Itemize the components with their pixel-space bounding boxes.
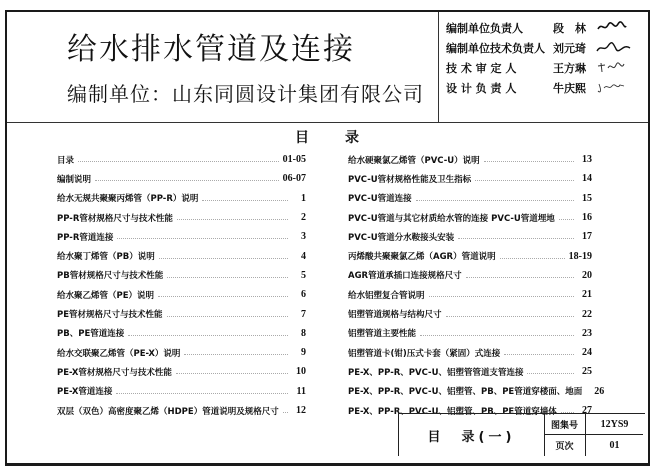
header	[7, 12, 648, 123]
toc-entry-page: 10	[296, 366, 306, 378]
toc-entry[interactable]	[348, 324, 592, 343]
toc-entry-page: 9	[301, 347, 306, 359]
toc-entry[interactable]	[348, 362, 592, 381]
toc-entry[interactable]	[348, 189, 592, 208]
toc-entry-title: PE-X管道连接	[57, 387, 113, 398]
handwritten-signature-icon	[596, 60, 626, 77]
toc-entry-page: 12	[296, 405, 306, 416]
toc-entry-page: 4	[301, 250, 306, 262]
toc-entry-title: PP-R管道连接	[57, 232, 114, 243]
toc-entry-page: 17	[582, 231, 592, 243]
toc-entry-title: 双层（双色）高密度聚乙烯（HDPE）管道说明及规格尺寸	[57, 406, 279, 417]
leader-dots	[158, 296, 288, 297]
toc-entry-page: 06-07	[282, 173, 306, 185]
toc-entry-title: PVC-U管道与其它材质给水管的连接 PVC-U管道埋地	[348, 213, 555, 224]
toc-entry[interactable]	[348, 266, 592, 285]
toc-entry[interactable]	[57, 150, 306, 169]
leader-dots	[128, 335, 288, 336]
leader-dots	[420, 335, 574, 336]
toc-entry-title: PE-X、PP-R、PVC-U、铝塑管管道支管连接	[348, 367, 524, 378]
signature-role: 技 术 审 定 人	[446, 62, 517, 75]
toc-entry[interactable]	[348, 208, 592, 227]
toc-entry-title: PVC-U管道分水鞍接头安装	[348, 232, 455, 243]
leader-dots	[475, 180, 574, 181]
toc-entry[interactable]	[57, 246, 306, 265]
toc-entry-title: 目录	[57, 155, 75, 166]
atlas-number-label: 图集号	[544, 414, 586, 435]
signature-name: 刘元琦	[553, 42, 586, 55]
leader-dots	[167, 277, 288, 278]
toc-entry-title: 给水聚乙烯管（PE）说明	[57, 290, 155, 301]
toc-entry[interactable]	[57, 266, 306, 285]
toc-entry[interactable]	[348, 343, 592, 362]
toc-entry[interactable]	[57, 285, 306, 304]
toc-entry-page: 25	[582, 366, 592, 378]
page-title: 给水排水管道及连接	[67, 32, 355, 67]
header-title-area	[7, 12, 439, 122]
toc-entry[interactable]	[57, 362, 306, 381]
toc-entry-page: 26	[594, 385, 605, 397]
leader-dots	[78, 161, 279, 162]
toc-entry-page: 3	[301, 231, 306, 243]
leader-dots	[484, 161, 574, 162]
compiling-organization: 编制单位：山东同圆设计集团有限公司	[67, 82, 424, 106]
leader-dots	[466, 277, 574, 278]
leader-dots	[429, 296, 574, 297]
handwritten-signature-icon	[596, 20, 628, 37]
toc-entry[interactable]	[348, 150, 592, 169]
toc-entry[interactable]	[57, 208, 306, 227]
toc-entry-page: 27	[582, 405, 592, 416]
toc-entry-title: PE-X管材规格尺寸与技术性能	[57, 367, 172, 378]
toc-entry-title: 编制说明	[57, 174, 92, 185]
toc-entry[interactable]	[348, 227, 592, 246]
leader-dots	[500, 258, 565, 259]
toc-entry-page: 1	[301, 192, 306, 204]
toc-entry-page: 23	[582, 327, 592, 339]
signature-name: 王方琳	[553, 62, 586, 75]
toc-entry-title: 铝塑管道规格与结构尺寸	[348, 310, 442, 321]
leader-dots	[202, 200, 288, 201]
toc-entry[interactable]	[348, 246, 592, 265]
toc-entry-page: 01-05	[282, 154, 306, 166]
signature-name: 牛庆熙	[553, 82, 586, 95]
leader-dots	[504, 354, 574, 355]
toc-entry-page: 16	[582, 212, 592, 224]
atlas-number-value: 12YS9	[586, 414, 643, 435]
toc-entry-title: 给水聚丁烯管（PB）说明	[57, 252, 155, 263]
toc-entry[interactable]	[57, 343, 306, 362]
toc-entry-title: 给水交联聚乙烯管（PE-X）说明	[57, 348, 181, 359]
toc-right-column	[348, 150, 605, 420]
leader-dots	[559, 219, 574, 220]
toc-entry-title: AGR管道承插口连接规格尺寸	[348, 271, 462, 282]
toc-entry-title: PE-X、PP-R、PVC-U、铝塑管、PB、PE管道穿楼面、地面	[348, 387, 583, 398]
leader-dots	[184, 354, 288, 355]
toc-entry[interactable]	[57, 227, 306, 246]
title-block	[398, 413, 645, 456]
toc-entry[interactable]	[57, 169, 306, 188]
leader-dots	[116, 393, 288, 394]
leader-dots	[416, 200, 574, 201]
toc-entry[interactable]	[57, 304, 306, 323]
toc-entry[interactable]	[348, 304, 592, 323]
toc-entry-page: 20	[582, 269, 592, 281]
toc-entry-title: 给水铝塑复合管说明	[348, 290, 425, 301]
toc-entry-page: 21	[582, 289, 592, 301]
toc-entry[interactable]	[348, 382, 605, 401]
leader-dots	[176, 373, 288, 374]
page-number-value: 01	[609, 440, 620, 451]
leader-dots	[95, 180, 279, 181]
toc-entry-title: PP-R管材规格尺寸与技术性能	[57, 213, 173, 224]
handwritten-signature-icon	[596, 80, 626, 97]
toc-entry-page: 14	[582, 173, 592, 185]
toc-entry-page: 6	[301, 289, 306, 301]
signature-name: 段 林	[553, 22, 586, 35]
signature-role: 编制单位技术负责人	[446, 42, 545, 55]
handwritten-signature-icon	[596, 40, 632, 57]
toc-entry-title: PB、PE管道连接	[57, 329, 125, 340]
leader-dots	[446, 316, 574, 317]
toc-entry[interactable]	[348, 285, 592, 304]
toc-entry-title: PVC-U管道连接	[348, 194, 412, 205]
toc-entry[interactable]	[348, 169, 592, 188]
toc-entry-page: 5	[301, 269, 306, 281]
leader-dots	[159, 258, 288, 259]
leader-dots	[458, 238, 574, 239]
leader-dots	[167, 316, 288, 317]
toc-entry-title: PE管材规格尺寸与技术性能	[57, 310, 163, 321]
toc-entry-page: 8	[301, 327, 306, 339]
toc-entry-title: PVC-U管材规格性能及卫生指标	[348, 174, 472, 185]
toc-entry-title: PE-X、PP-R、PVC-U、铝塑管、PB、PE管道穿墙体	[348, 406, 557, 417]
toc-entry-page: 15	[582, 192, 592, 204]
toc-entry-page: 24	[582, 347, 592, 359]
toc-entry[interactable]	[57, 382, 306, 401]
signature-role: 设 计 负 责 人	[446, 82, 517, 95]
signature-role: 编制单位负责人	[446, 22, 523, 35]
toc-entry-title: 丙烯酸共聚聚氯乙烯（AGR）管道说明	[348, 252, 496, 263]
toc-entry-page: 11	[296, 385, 306, 397]
toc-entry-page: 2	[301, 212, 306, 224]
toc-entry-title: PB管材规格尺寸与技术性能	[57, 271, 164, 282]
toc-entry-page: 18-19	[568, 250, 592, 262]
toc-entry-title: 给水硬聚氯乙烯管（PVC-U）说明	[348, 155, 480, 166]
toc-entry-title: 给水无规共聚聚丙烯管（PP-R）说明	[57, 194, 199, 205]
sheet-name: 目 录(一)	[399, 414, 545, 456]
toc-entry[interactable]	[57, 189, 306, 208]
page-number-label: 页次	[544, 435, 586, 456]
toc-entry-title: 铝塑管道主要性能	[348, 329, 417, 340]
toc-entry-title: 铝塑管道卡(钳)压式卡套（紧固）式连接	[348, 348, 501, 359]
leader-dots	[117, 238, 288, 239]
toc-left-column	[57, 150, 306, 420]
toc-entry[interactable]	[57, 324, 306, 343]
toc-entry[interactable]	[57, 401, 306, 420]
leader-dots	[527, 373, 574, 374]
leader-dots	[177, 219, 288, 220]
toc-entry-page: 22	[582, 308, 592, 320]
toc-heading: 目录	[295, 130, 395, 146]
toc-entry-page: 13	[582, 154, 592, 166]
toc-entry-page: 7	[301, 308, 306, 320]
